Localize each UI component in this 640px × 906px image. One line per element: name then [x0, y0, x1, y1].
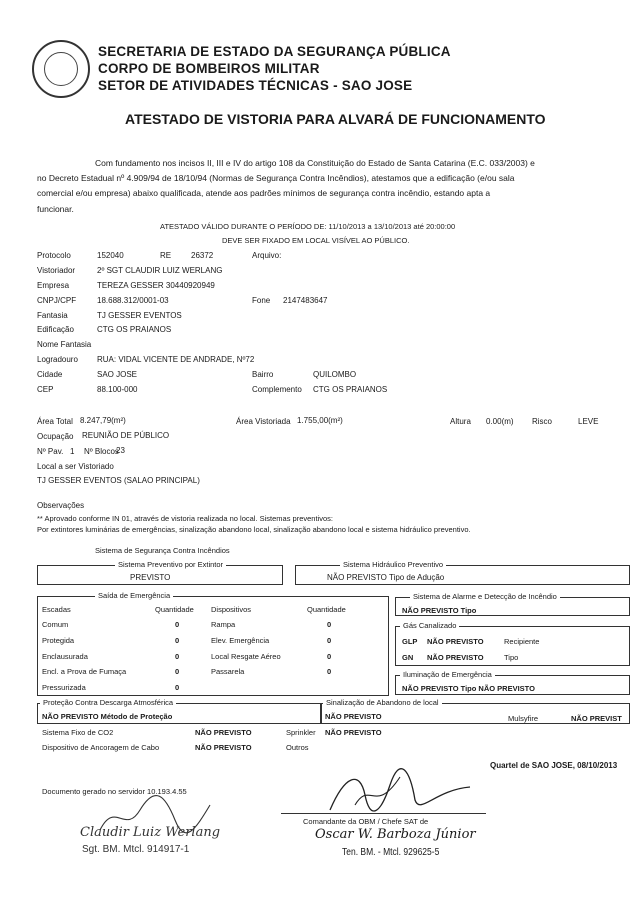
mulsyfire-label: Mulsyfire	[508, 714, 539, 723]
empresa-value: TEREZA GESSER 30440920949	[97, 281, 215, 290]
bairro-label: Bairro	[252, 370, 274, 379]
glp-label: GLP	[402, 637, 418, 646]
saida-label: Saída de Emergência	[95, 591, 173, 600]
co2-value: NÃO PREVISTO	[195, 728, 252, 737]
re-label: RE	[160, 251, 172, 260]
intro-line-2: no Decreto Estadual nº 4.909/94 de 18/10/94 (Normas de Segurança Contra Incêndios), atestamos que a edificação (e/ou sala	[37, 173, 515, 183]
edificacao-label: Edificação	[37, 325, 74, 334]
gn-label: GN	[402, 653, 414, 662]
col-escadas: Escadas	[42, 605, 71, 614]
col-dispositivos: Dispositivos	[211, 605, 252, 614]
gn-value: NÃO PREVISTO	[427, 653, 484, 662]
area-vistoriada-label: Área Vistoriada	[236, 417, 291, 426]
document-title: ATESTADO DE VISTORIA PARA ALVARÁ DE FUNCIONAMENTO	[125, 111, 546, 127]
fumaca-qty: 0	[175, 667, 180, 676]
sig-right-name: Oscar W. Barboza Júnior	[315, 827, 476, 842]
comandante-title: Comandante da OBM / Chefe SAT de	[303, 817, 429, 826]
area-total-value: 8.247,79(m²)	[80, 416, 126, 425]
empresa-label: Empresa	[37, 281, 70, 290]
rampa-qty: 0	[327, 620, 332, 629]
logradouro-label: Logradouro	[37, 355, 78, 364]
enclausurada-qty: 0	[175, 652, 180, 661]
intro-line-3: comercial e/ou empresa) abaixo qualificada, atende aos padrões mínimos de segurança contra incêndio, estando apta a	[37, 188, 491, 198]
comum-label: Comum	[42, 620, 69, 629]
validity-period: ATESTADO VÁLIDO DURANTE O PERÍODO DE: 11/10/2013 a 13/10/2013 até 20:00:00	[160, 222, 456, 231]
outros-label: Outros	[286, 743, 309, 752]
nome-fantasia-label: Nome Fantasia	[37, 340, 92, 349]
recipiente-label: Recipiente	[504, 637, 540, 646]
fone-value: 2147483647	[283, 296, 328, 305]
arquivo-label: Arquivo:	[252, 251, 282, 260]
cnpj-label: CNPJ/CPF	[37, 296, 77, 305]
sinalizacao-value: NÃO PREVISTO	[325, 712, 382, 721]
cidade-label: Cidade	[37, 370, 63, 379]
pressurizada-label: Pressurizada	[42, 683, 86, 692]
blocos-label: Nº Blocos	[84, 447, 119, 456]
local-label: Local a ser Vistoriado	[37, 462, 114, 471]
sig-right-mtcl: Ten. BM. - Mtcl. 929625-5	[342, 847, 440, 858]
area-vistoriada-value: 1.755,00(m²)	[297, 416, 343, 425]
protegida-label: Protegida	[42, 636, 75, 645]
observacoes-label: Observações	[37, 501, 85, 510]
display-notice: DEVE SER FIXADO EM LOCAL VISÍVEL AO PÚBLICO.	[222, 236, 410, 245]
protocolo-value: 152040	[97, 251, 124, 260]
alarme-label: Sistema de Alarme e Detecção de Incêndio	[410, 592, 560, 601]
fantasia-label: Fantasia	[37, 311, 68, 320]
complemento-label: Complemento	[252, 385, 302, 394]
quartel-date: Quartel de SAO JOSE, 08/10/2013	[490, 761, 618, 770]
risco-label: Risco	[532, 417, 553, 426]
sig-left-mtcl: Sgt. BM. Mtcl. 914917-1	[82, 844, 190, 855]
header-line-2: CORPO DE BOMBEIROS MILITAR	[98, 61, 320, 76]
re-value: 26372	[191, 251, 214, 260]
logradouro-value: RUA: VIDAL VICENTE DE ANDRADE, Nº72	[97, 355, 255, 364]
protocolo-label: Protocolo	[37, 251, 71, 260]
ocupacao-label: Ocupação	[37, 432, 74, 441]
vistoriador-value: 2º SGT CLAUDIR LUIZ WERLANG	[97, 266, 223, 275]
cep-label: CEP	[37, 385, 54, 394]
ancoragem-value: NÃO PREVISTO	[195, 743, 252, 752]
header-line-1: SECRETARIA DE ESTADO DA SEGURANÇA PÚBLICA	[98, 44, 451, 59]
enclausurada-label: Enclausurada	[42, 652, 88, 661]
col-quantidade: Quantidade	[155, 605, 194, 614]
cidade-value: SAO JOSE	[97, 370, 138, 379]
pav-value: 1	[70, 447, 75, 456]
glp-value: NÃO PREVISTO	[427, 637, 484, 646]
ancoragem-label: Dispositivo de Ancoragem de Cabo	[42, 743, 160, 752]
extintor-value: PREVISTO	[130, 573, 171, 582]
sprinkler-label: Sprinkler	[286, 728, 316, 737]
risco-value: LEVE	[578, 417, 599, 426]
cep-value: 88.100-000	[97, 385, 138, 394]
commander-signature-icon	[320, 765, 480, 825]
fone-label: Fone	[252, 296, 271, 305]
intro-line-1: Com fundamento nos incisos II, III e IV do artigo 108 da Constituição do Estado de Santa Catarina (E.C. 033/2003) e	[95, 158, 535, 168]
observacoes-line-2: Por extintores luminárias de emergências, sinalização abandono local, sinalização abandono local e sistema hidráulico preventivo.	[37, 525, 471, 534]
altura-label: Altura	[450, 417, 471, 426]
complemento-value: CTG OS PRAIANOS	[313, 385, 388, 394]
sig-left-name: Claudir Luiz Werlang	[80, 825, 221, 840]
altura-value: 0.00(m)	[486, 417, 514, 426]
protegida-qty: 0	[175, 636, 180, 645]
alarme-value: NÃO PREVISTO Tipo	[402, 606, 477, 615]
header-line-3: SETOR DE ATIVIDADES TÉCNICAS - SAO JOSE	[98, 78, 413, 93]
coat-of-arms-seal-icon	[32, 40, 90, 98]
fumaca-label: Encl. a Prova de Fumaça	[42, 667, 127, 676]
local-value: TJ GESSER EVENTOS (SALAO PRINCIPAL)	[37, 476, 200, 485]
resgate-qty: 0	[327, 652, 332, 661]
edificacao-value: CTG OS PRAIANOS	[97, 325, 172, 334]
descarga-label: Proteção Contra Descarga Atmosférica	[40, 698, 176, 707]
elev-label: Elev. Emergência	[211, 636, 270, 645]
passarela-label: Passarela	[211, 667, 245, 676]
observacoes-line-1: ** Aprovado conforme IN 01, através de vistoria realizada no local. Sistemas preventivos:	[37, 514, 333, 523]
servidor-note: Documento gerado no servidor 10.193.4.55	[42, 787, 187, 796]
iluminacao-value: NÃO PREVISTO Tipo NÃO PREVISTO	[402, 684, 535, 693]
intro-line-4: funcionar.	[37, 204, 74, 214]
comum-qty: 0	[175, 620, 180, 629]
vistoriador-label: Vistoriador	[37, 266, 76, 275]
systems-title: Sistema de Segurança Contra Incêndios	[95, 546, 230, 555]
descarga-value: NÃO PREVISTO Método de Proteção	[42, 712, 173, 721]
iluminacao-label: Iluminação de Emergência	[400, 670, 495, 679]
sinalizacao-label: Sinalização de Abandono de local	[323, 698, 442, 707]
elev-qty: 0	[327, 636, 332, 645]
area-total-label: Área Total	[37, 417, 73, 426]
pav-label: Nº Pav.	[37, 447, 64, 456]
pressurizada-qty: 0	[175, 683, 180, 692]
sprinkler-value: NÃO PREVISTO	[325, 728, 382, 737]
blocos-value: 23	[116, 446, 125, 455]
rampa-label: Rampa	[211, 620, 236, 629]
hidraulico-label: Sistema Hidráulico Preventivo	[340, 560, 446, 569]
fantasia-value: TJ GESSER EVENTOS	[97, 311, 182, 320]
cnpj-value: 18.688.312/0001-03	[97, 296, 169, 305]
tipo-label: Tipo	[504, 653, 519, 662]
ocupacao-value: REUNIÃO DE PÚBLICO	[82, 431, 170, 440]
extintor-label: Sistema Preventivo por Extintor	[115, 560, 226, 569]
co2-label: Sistema Fixo de CO2	[42, 728, 114, 737]
passarela-qty: 0	[327, 667, 332, 676]
bairro-value: QUILOMBO	[313, 370, 357, 379]
mulsyfire-value: NÃO PREVIST	[571, 714, 622, 723]
resgate-label: Local Resgate Aéreo	[211, 652, 281, 661]
hidraulico-value: NÃO PREVISTO Tipo de Adução	[327, 573, 445, 582]
col-quantidade-2: Quantidade	[307, 605, 346, 614]
gas-label: Gás Canalizado	[400, 621, 459, 630]
